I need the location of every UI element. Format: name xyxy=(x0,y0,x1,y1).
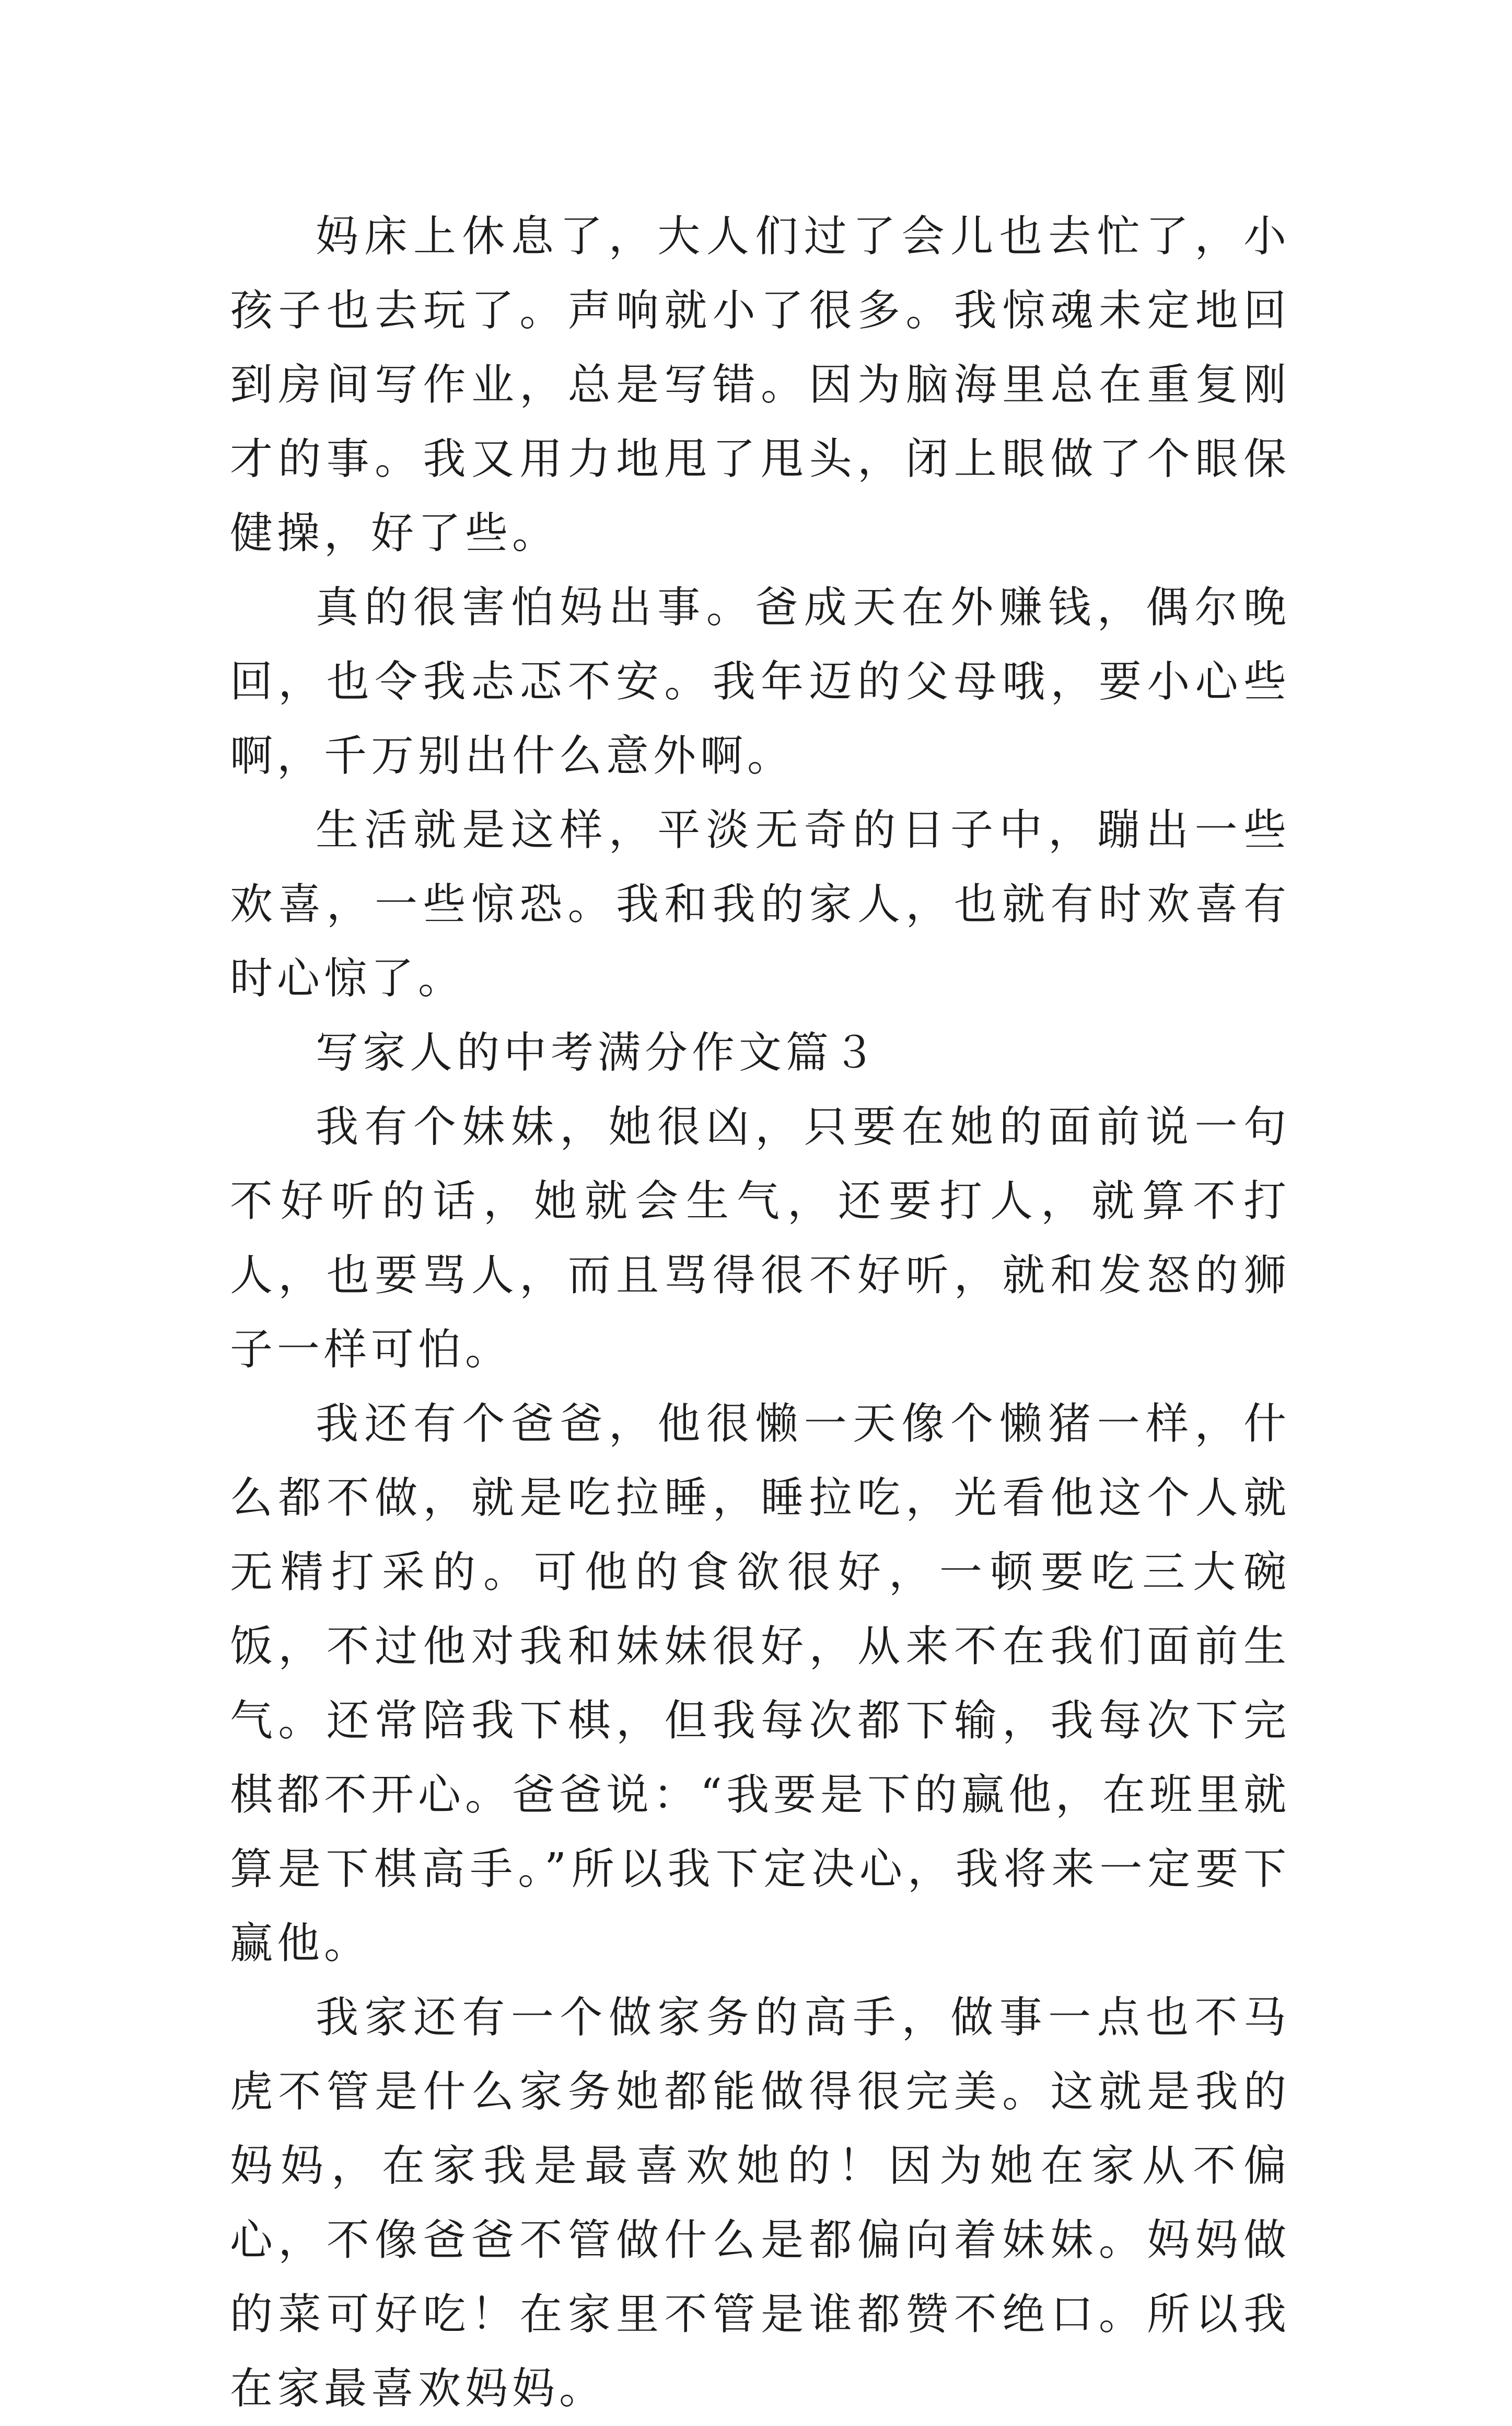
paragraph: 生活就是这样，平淡无奇的日子中，蹦出一些欢喜，一些惊恐。我和我的家人，也就有时欢喜有时心惊了。 xyxy=(230,805,1290,1003)
paragraph: 我还有个爸爸，他很懒一天像个懒猪一样，什么都不做，就是吃拉睡，睡拉吃，光看他这个人就无精打采的。可他的食欲很好，一顿要吃三大碗饭，不过他对我和妹妹很好，从来不在我们面前生气。还常陪我下棋，但我每次都下输，我每次下完棋都不开心。爸爸说：“我要是下的赢他，在班里就算是下棋高手。”所以我下定决心，我将来一定要下赢他。 xyxy=(230,1399,1290,1968)
paragraph: 我家还有一个做家务的高手，做事一点也不马虎不管是什么家务她都能做得很完美。这就是我的妈妈，在家我是最喜欢她的！因为她在家从不偏心，不像爸爸不管做什么是都偏向着妹妹。妈妈做的菜可好吃！在家里不管是谁都赞不绝口。所以我在家最喜欢妈妈。 xyxy=(230,1993,1290,2413)
section-heading: 写家人的中考满分作文篇３ xyxy=(316,1028,880,1078)
paragraph: 真的很害怕妈出事。爸成天在外赚钱，偶尔晚回，也令我忐忑不安。我年迈的父母哦，要小心些啊，千万别出什么意外啊。 xyxy=(230,583,1290,781)
paragraph-continued: 妈床上休息了，大人们过了会儿也去忙了，小孩子也去玩了。声响就小了很多。我惊魂未定地回到房间写作业，总是写错。因为脑海里总在重复刚才的事。我又用力地甩了甩头，闭上眼做了个眼保健操，好了些。 xyxy=(230,212,1290,558)
document-page xyxy=(230,200,1290,2426)
paragraph: 我有个妹妹，她很凶，只要在她的面前说一句不好听的话，她就会生气，还要打人，就算不打人，也要骂人，而且骂得很不好听，就和发怒的狮子一样可怕。 xyxy=(230,1102,1290,1374)
